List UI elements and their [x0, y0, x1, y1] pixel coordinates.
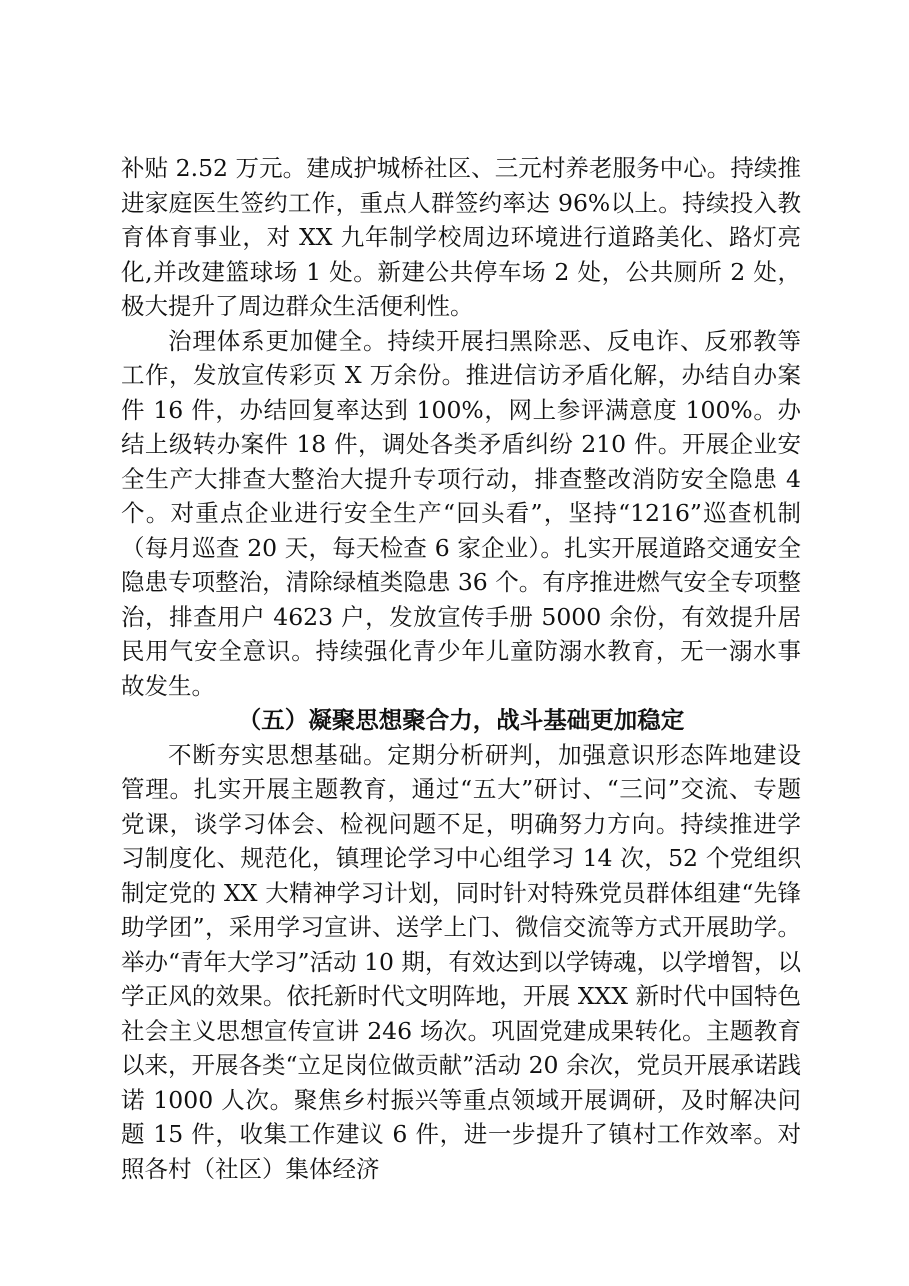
document-body	[121, 151, 801, 1186]
paragraph-continuation: 补贴 2.52 万元。建成护城桥社区、三元村养老服务中心。持续推进家庭医生签约工作，重点人群签约率达 96%以上。持续投入教育体育事业，对 XX 九年制学校周边环境进行道路美化、路灯亮化,并改建篮球场 1 处。新建公共停车场 2 处，公共厕所 2 处，极大提升了周边群众生活便利性。	[121, 154, 801, 320]
paragraph-ideology: 不断夯实思想基础。定期分析研判，加强意识形态阵地建设管理。扎实开展主题教育，通过“五大”研讨、“三问”交流、专题党课，谈学习体会、检视问题不足，明确努力方向。持续推进学习制度化、规范化，镇理论学习中心组学习 14 次，52 个党组织制定党的 XX 大精神学习计划，同时针对特殊党员群体组建“先锋助学团”，采用学习宣讲、送学上门、微信交流等方式开展助学。举办“青年大学习”活动 10 期，有效达到以学铸魂，以学增智，以学正风的效果。依托新时代文明阵地，开展 XXX 新时代中国特色社会主义思想宣传宣讲 246 场次。巩固党建成果转化。主题教育以来，开展各类“立足岗位做贡献”活动 20 余次，党员开展承诺践诺 1000 人次。聚焦乡村振兴等重点领域开展调研，及时解决问题 15 件，收集工作建议 6 件，进一步提升了镇村工作效率。对照各村（社区）集体经济	[121, 740, 801, 1183]
section-heading: （五）凝聚思想聚合力，战斗基础更加稳定	[237, 706, 685, 734]
paragraph-governance: 治理体系更加健全。持续开展扫黑除恶、反电诈、反邪教等工作，发放宣传彩页 X 万余份。推进信访矛盾化解，办结自办案件 16 件，办结回复率达到 100%，网上参评满意度 100%。办结上级转办案件 18 件，调处各类矛盾纠纷 210 件。开展企业安全生产大排查大整治大提升专项行动，排查整改消防安全隐患 4 个。对重点企业进行安全生产“回头看”，坚持“1216”巡查机制（每月巡查 20 天，每天检查 6 家企业）。扎实开展道路交通安全隐患专项整治，清除绿植类隐患 36 个。有序推进燃气安全专项整治，排查用户 4623 户，发放宣传手册 5000 余份，有效提升居民用气安全意识。持续强化青少年儿童防溺水教育，无一溺水事故发生。	[121, 326, 801, 700]
